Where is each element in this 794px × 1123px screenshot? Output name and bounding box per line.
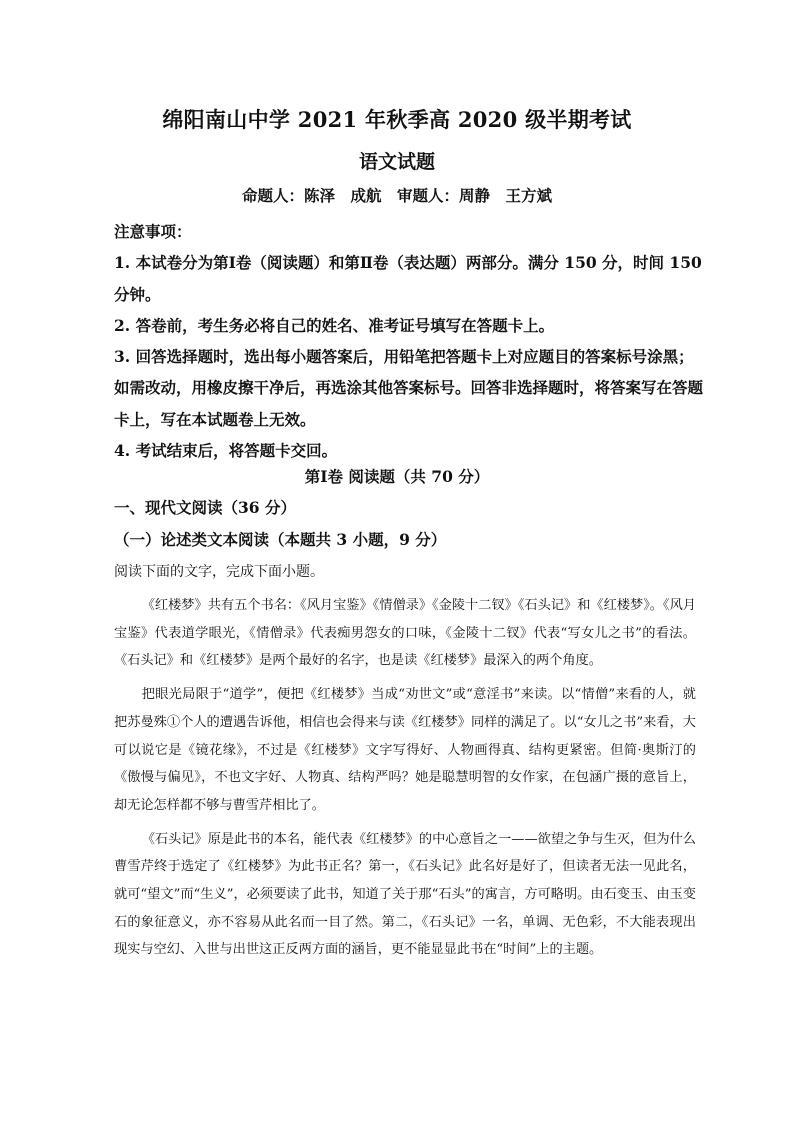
passage-paragraph-1: 《红楼梦》共有五个书名：《风月宝鉴》《情僧录》《金陵十二钗》《石头记》和《红楼梦》。《风月宝鉴》代表道学眼光，《情僧录》代表痴男怨女的口味，《金陵十二钗》代表“写女儿之书”的看法。《石头记》和《红楼梦》是两个最好的名字，也是读《红楼梦》最深入的两个角度。 xyxy=(114,598,696,669)
passage-paragraph-3: 《石头记》原是此书的本名，能代表《红楼梦》的中心意旨之一——欲望之争与生灭，但为什么曹雪芹终于选定了《红楼梦》为此书正名？第一，《石头记》此名好是好了，但读者无法一见此名，就可“望文”而“生义”，必须要读了此书，知道了关于那“石头”的寓言，方可略明。由石变玉、由玉变石的象征意义，亦不容易从此名而一目了然。第二，《石头记》一名，单调、无色彩，不大能表现出现实与空幻、入世与出世这正反两方面的涵旨，更不能显显此书在“时间”上的主题。 xyxy=(114,831,696,958)
reading-instruction: 阅读下面的文字，完成下面小题。 xyxy=(114,564,324,580)
exam-title: 绵阳南山中学 2021 年秋季高 2020 级半期考试 xyxy=(162,107,632,132)
authors-line: 命题人：陈泽 成航 审题人：周静 王方斌 xyxy=(241,186,552,205)
passage-paragraph-2: 把眼光局限于“道学”，便把《红楼梦》当成“劝世文”或“意淫书”来读。以“情僧”来看的人，就把苏曼殊①个人的遭遇告诉他，相信也会得来与读《红楼梦》同样的满足了。以“女儿之书”来看，大可以说它是《镜花缘》，不过是《红楼梦》文字写得好、人物画得真、结构更紧密。但简·奥斯汀的《傲慢与偏见》，不也文字好、人物真、结构严吗？她是聪慧明智的女作家，在包涵广摄的意旨上，却无论怎样都不够与曹雪芹相比了。 xyxy=(114,687,696,813)
instruction-item-3: 3. 回答选择题时，选出每小题答案后，用铅笔把答题卡上对应题目的答案标号涂黑；如需改动，用橡皮擦干净后，再选涂其他答案标号。回答非选择题时，将答案写在答题卡上，写在本试题卷上无效。 xyxy=(114,347,704,429)
reading-passage xyxy=(114,592,696,970)
subject-title: 语文试题 xyxy=(358,151,435,173)
instructions-heading: 注意事项： xyxy=(114,222,192,241)
section-heading: 一、现代文阅读（36 分） xyxy=(114,498,296,517)
subsection-heading: （一）论述类文本阅读（本题共 3 小题，9 分） xyxy=(114,530,447,549)
instruction-item-1: 1. 本试卷分为第Ⅰ卷（阅读题）和第Ⅱ卷（表达题）两部分。满分 150 分，时间 150 分钟。 xyxy=(114,253,702,304)
instruction-item-4: 4. 考试结束后，将答题卡交回。 xyxy=(114,441,338,461)
instructions-block xyxy=(114,216,706,466)
instruction-item-2: 2. 答卷前，考生务必将自己的姓名、准考证号填写在答题卡上。 xyxy=(114,315,555,335)
part-one-title: 第Ⅰ卷 阅读题（共 70 分） xyxy=(304,467,490,486)
